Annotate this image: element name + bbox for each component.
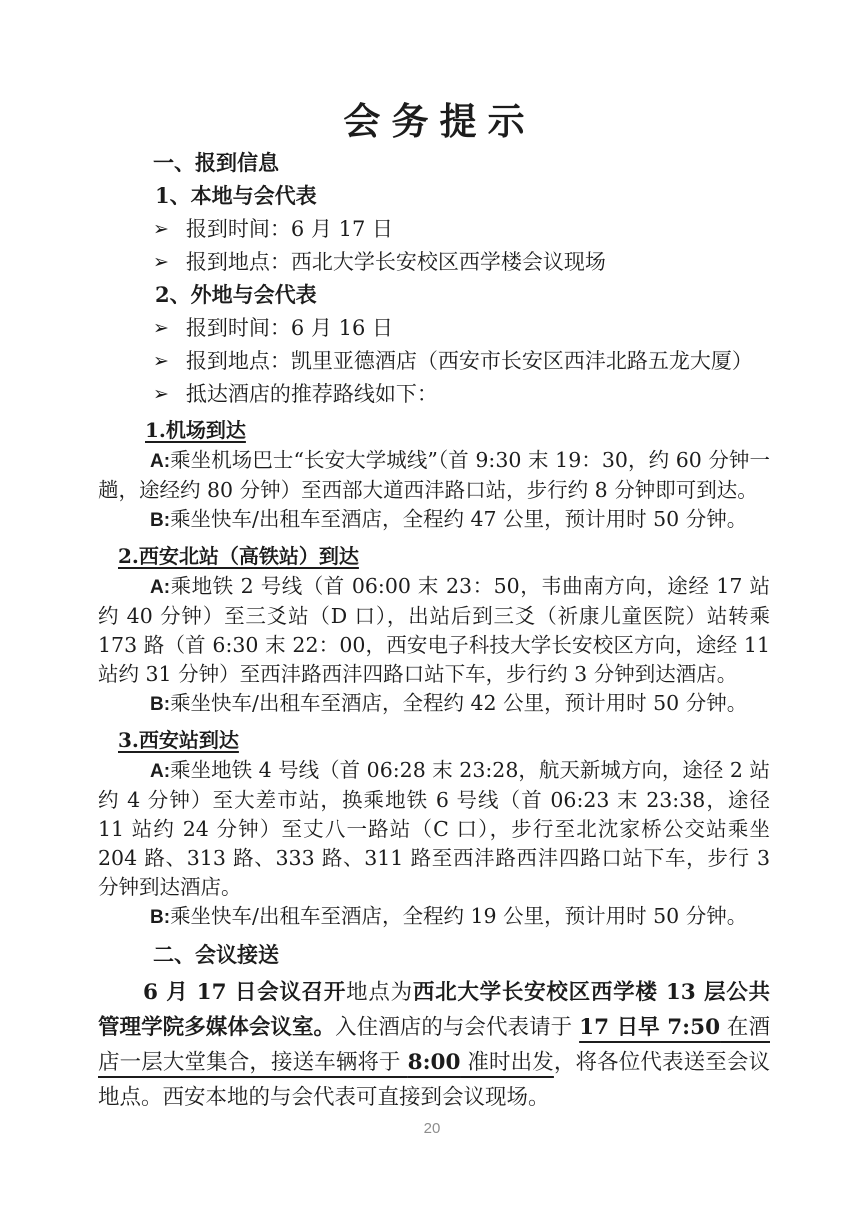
bullet-text: 报到地点：凯里亚德酒店（西安市长安区西沣北路五龙大厦）	[185, 349, 753, 373]
text-run: 6 月 17 日会议召开	[143, 980, 347, 1005]
registration-section	[98, 150, 770, 409]
option-text: 乘坐地铁 4 号线（首 06:28 末 23:28，航天新城方向，途径 2 站约 4 分钟）至大差市站，换乘地铁 6 号线（首 06:23 末 23:38，途径 11 站约 24 分钟）至丈八一路站（C 口），步行至北沈家桥公交站乘坐 204 路、313 路、333 路、311 路至西沣路西沣四路口站下车，步行 3 分钟到达酒店。	[98, 758, 770, 899]
registration-heading: 一、报到信息	[153, 150, 279, 175]
arrow-bullet-icon: ➢	[153, 350, 169, 372]
text-run: 在酒店一层大堂集合，接送车辆将于	[98, 1015, 770, 1075]
page-number: 20	[423, 1120, 441, 1137]
option-prefix: A:	[150, 451, 171, 472]
route-option-a	[98, 446, 770, 505]
list-item	[153, 216, 770, 244]
route-section-north-station	[98, 543, 770, 719]
text-run: 8:00	[407, 1050, 461, 1075]
route-heading	[118, 727, 770, 753]
route-section-xian-station	[98, 727, 770, 932]
route-heading-text: 1.机场到达	[145, 418, 246, 442]
shuttle-heading: 二、会议接送	[153, 942, 279, 967]
option-text: 乘坐快车/出租车至酒店，全程约 19 公里，预计用时 50 分钟。	[170, 904, 748, 928]
route-heading-text: 3.西安站到达	[118, 728, 239, 752]
shuttle-section	[98, 942, 770, 1115]
bullet-text: 报到时间：6 月 16 日	[185, 316, 394, 340]
option-text: 乘坐快车/出租车至酒店，全程约 42 公里，预计用时 50 分钟。	[170, 691, 748, 715]
option-text: 乘坐机场巴士“长安大学城线”（首 9:30 末 19：30，约 60 分钟一趟，途经约 80 分钟）至西部大道西沣路口站，步行约 8 分钟即可到达。	[98, 448, 770, 502]
bullet-text: 报到时间：6 月 17 日	[185, 217, 394, 241]
route-heading	[118, 543, 770, 569]
list-item	[153, 381, 770, 409]
route-section-airport	[98, 417, 770, 535]
page-title: 会务提示	[343, 99, 536, 143]
option-text: 乘坐快车/出租车至酒店，全程约 47 公里，预计用时 50 分钟。	[170, 507, 748, 531]
arrow-bullet-icon: ➢	[153, 383, 169, 405]
route-option-a	[98, 572, 770, 689]
option-prefix: A:	[150, 761, 171, 782]
arrow-bullet-icon: ➢	[153, 317, 169, 339]
list-item	[153, 348, 770, 376]
text-run: 地点为	[346, 980, 413, 1005]
arrow-bullet-icon: ➢	[153, 218, 169, 240]
option-prefix: B:	[150, 510, 171, 531]
list-item	[153, 315, 770, 343]
nonlocal-delegates-heading: 2、外地与会代表	[155, 282, 317, 307]
bullet-text: 抵达酒店的推荐路线如下：	[185, 382, 438, 406]
text-run: ，将各位代表送至会议地点。西安本地的与会代表可直接到会议现场。	[98, 1050, 770, 1110]
route-option-a	[98, 756, 770, 902]
shuttle-paragraph	[98, 975, 770, 1115]
option-text: 乘地铁 2 号线（首 06:00 末 23：50，韦曲南方向，途经 17 站约 40 分钟）至三爻站（D 口），出站后到三爻（祈康儿童医院）站转乘 173 路（首 6:30 末 22：00，西安电子科技大学长安校区方向，途经 11 站约 31 分钟）至西沣路西沣四路口站下车，步行约 3 分钟到达酒店。	[98, 574, 770, 686]
option-prefix: B:	[150, 694, 171, 715]
route-option-b	[98, 902, 770, 932]
option-prefix: B:	[150, 907, 171, 928]
text-run: 西北大学长安校区西学楼 13 层公共管理学院多媒体会议室。	[98, 980, 770, 1040]
local-delegates-heading: 1、本地与会代表	[155, 183, 317, 208]
route-option-b	[98, 689, 770, 719]
route-heading-text: 2.西安北站（高铁站）到达	[118, 544, 359, 568]
text-run: 准时出发	[460, 1050, 554, 1075]
route-option-b	[98, 505, 770, 535]
list-item	[153, 249, 770, 277]
option-prefix: A:	[150, 577, 171, 598]
arrow-bullet-icon: ➢	[153, 251, 169, 273]
text-run: 17 日早 7:50	[579, 1015, 721, 1040]
bullet-text: 报到地点：西北大学长安校区西学楼会议现场	[185, 250, 606, 274]
route-heading	[145, 417, 770, 443]
text-run: 入住酒店的与会代表请于	[335, 1015, 580, 1040]
